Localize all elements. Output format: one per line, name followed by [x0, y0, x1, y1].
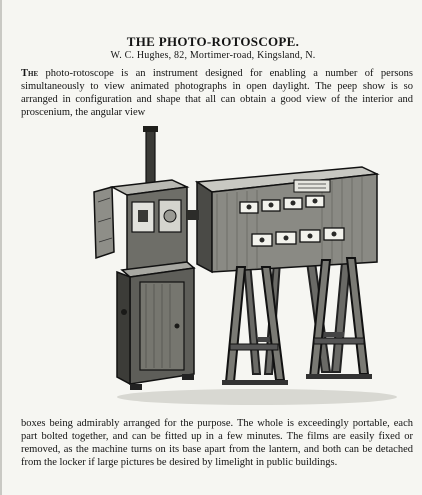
intro-text: photo-rotoscope is an instrument designed for enabling a number of persons simultaneously to view animated photographs in open daylight. The peep show is so arranged in configuration and shape that all can obtain a good view of the interior and proscenium, the angular view	[21, 68, 413, 118]
photo-rotoscope-illustration	[22, 112, 414, 412]
photo-rotoscope-engraving-icon	[22, 112, 414, 412]
article-title: THE PHOTO-ROTOSCOPE.	[126, 34, 300, 49]
article-byline: W. C. Hughes, 82, Mortimer-road, Kingsland, N.	[110, 50, 316, 61]
continuation-paragraph: boxes being admirably arranged for the purpose. The whole is exceedingly portable, each part bolted together, and can be fitted up in a few minutes. The films are easily fixed or removed, as the machine turns on its base apart from the lantern, and both can be detached from the locker if large pictures be desired by limelight in public buildings.	[21, 418, 413, 468]
intro-lead-word: The	[21, 68, 39, 79]
